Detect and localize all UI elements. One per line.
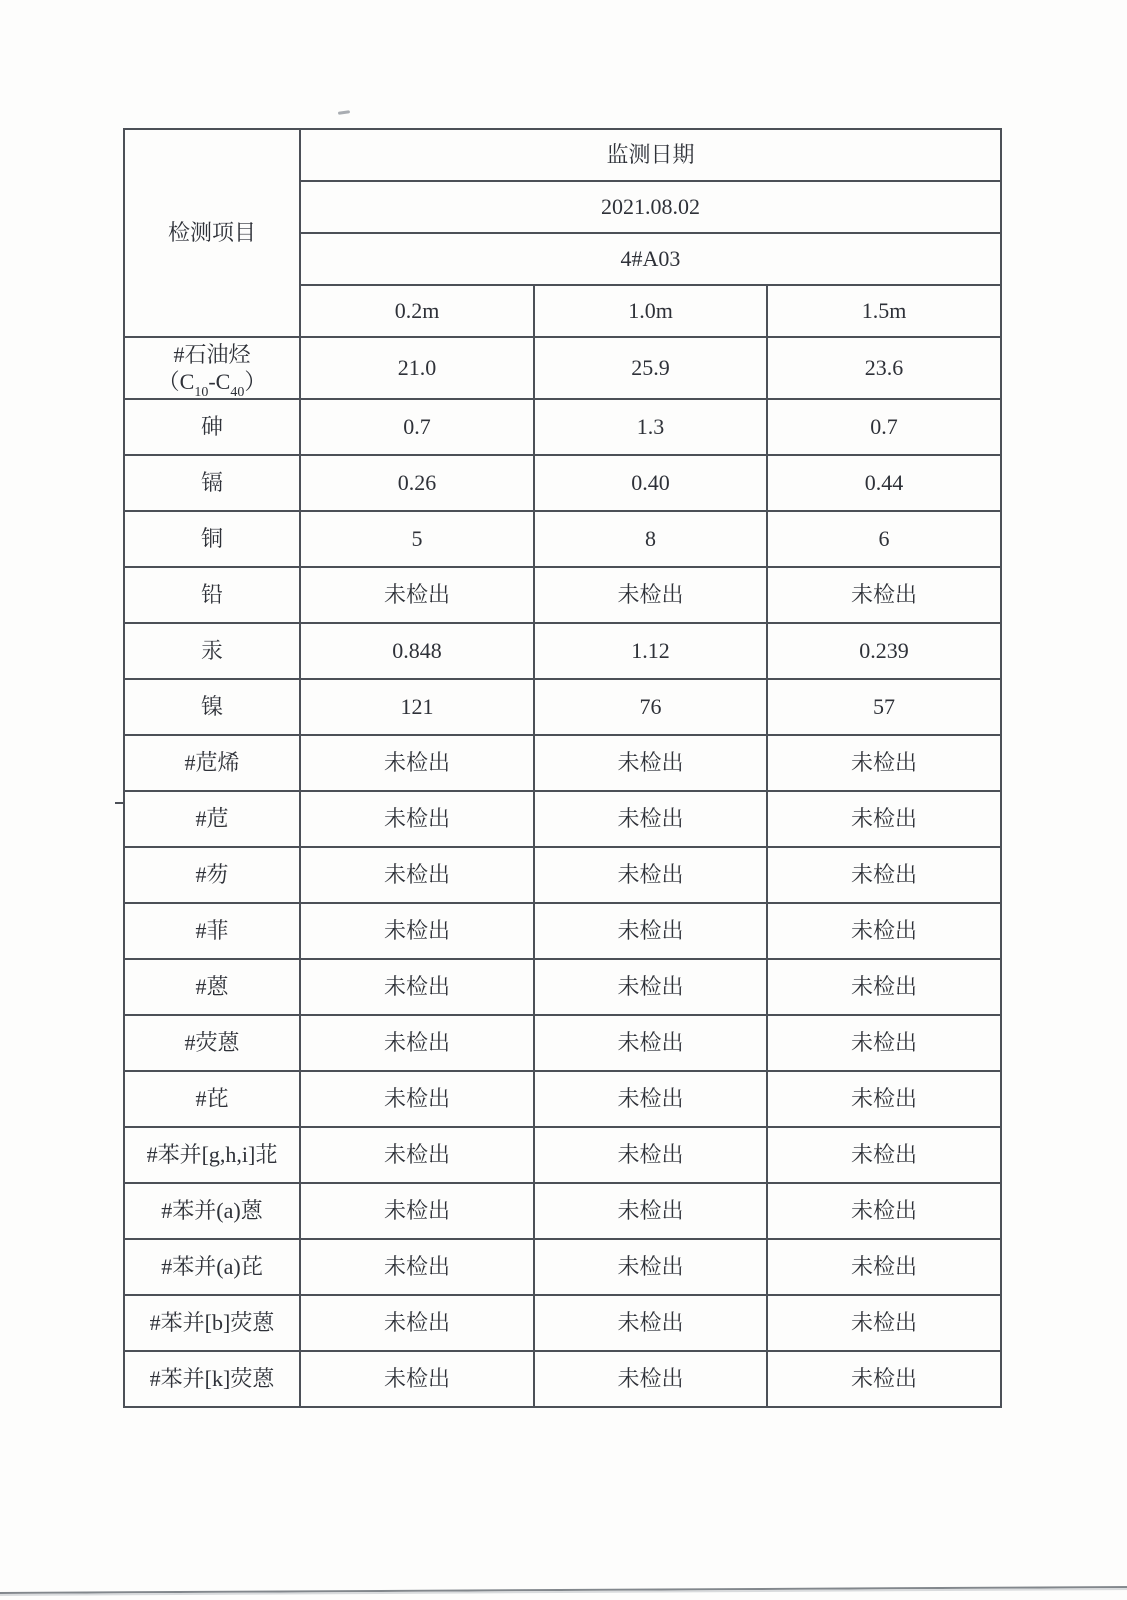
result-value-cell: 未检出 — [767, 1127, 1001, 1183]
result-value-cell: 76 — [534, 679, 767, 735]
result-value-cell: 未检出 — [767, 1015, 1001, 1071]
table-row — [124, 567, 1001, 623]
item-name-cell: 砷 — [124, 399, 300, 455]
result-value-cell: 0.44 — [767, 455, 1001, 511]
result-value-cell: 未检出 — [300, 1183, 534, 1239]
scan-page-edge-line — [0, 1586, 1127, 1594]
result-value-cell: 未检出 — [534, 1295, 767, 1351]
result-value-cell: 未检出 — [767, 1351, 1001, 1407]
item-name-cell: #菲 — [124, 903, 300, 959]
result-value-cell: 1.12 — [534, 623, 767, 679]
table-row — [124, 735, 1001, 791]
table-row — [124, 903, 1001, 959]
result-value-cell: 未检出 — [767, 735, 1001, 791]
table-row — [124, 1127, 1001, 1183]
table-row — [124, 399, 1001, 455]
item-name-cell: 镉 — [124, 455, 300, 511]
result-value-cell: 121 — [300, 679, 534, 735]
result-value-cell: 未检出 — [534, 1015, 767, 1071]
result-value-cell: 未检出 — [767, 791, 1001, 847]
test-items-corner-cell: 检测项目 — [124, 129, 300, 337]
result-value-cell: 0.26 — [300, 455, 534, 511]
depth-column-header: 1.5m — [767, 285, 1001, 337]
result-value-cell: 5 — [300, 511, 534, 567]
result-value-cell: 未检出 — [534, 1071, 767, 1127]
table-row — [124, 847, 1001, 903]
item-name-cell: #苊烯 — [124, 735, 300, 791]
result-value-cell: 0.40 — [534, 455, 767, 511]
result-value-cell: 未检出 — [300, 567, 534, 623]
result-value-cell: 未检出 — [300, 1127, 534, 1183]
table-row — [124, 1295, 1001, 1351]
table-row — [124, 511, 1001, 567]
item-name-cell: 汞 — [124, 623, 300, 679]
item-name-cell: #苯并(a)芘 — [124, 1239, 300, 1295]
table-row — [124, 1351, 1001, 1407]
result-value-cell: 未检出 — [300, 1015, 534, 1071]
item-name-cell: #苯并[k]荧蒽 — [124, 1351, 300, 1407]
result-value-cell: 8 — [534, 511, 767, 567]
table-row — [124, 455, 1001, 511]
result-value-cell: 0.7 — [300, 399, 534, 455]
result-value-cell: 未检出 — [767, 1239, 1001, 1295]
result-value-cell: 未检出 — [767, 567, 1001, 623]
table-body — [124, 337, 1001, 1407]
table-row — [124, 1239, 1001, 1295]
scan-page-edge-shadow — [0, 1588, 1127, 1596]
item-name-cell: #苯并[g,h,i]苝 — [124, 1127, 300, 1183]
item-name-cell: 铜 — [124, 511, 300, 567]
result-value-cell: 未检出 — [300, 1295, 534, 1351]
result-value-cell: 未检出 — [767, 1071, 1001, 1127]
result-value-cell: 未检出 — [300, 903, 534, 959]
item-name-cell: #苊 — [124, 791, 300, 847]
scan-smudge — [338, 110, 350, 115]
result-value-cell: 未检出 — [300, 791, 534, 847]
result-value-cell: 1.3 — [534, 399, 767, 455]
table-row — [124, 791, 1001, 847]
data-table — [123, 128, 1002, 1408]
result-value-cell: 未检出 — [534, 567, 767, 623]
monitoring-results-table — [123, 128, 1002, 1408]
result-value-cell: 未检出 — [300, 1239, 534, 1295]
table-row — [124, 1015, 1001, 1071]
result-value-cell: 未检出 — [767, 1183, 1001, 1239]
table-row — [124, 1183, 1001, 1239]
result-value-cell: 21.0 — [300, 337, 534, 399]
monitoring-date-label-cell: 监测日期 — [300, 129, 1001, 181]
item-name-cell: #蒽 — [124, 959, 300, 1015]
header-row-date — [124, 129, 1001, 181]
result-value-cell: 25.9 — [534, 337, 767, 399]
table-row — [124, 959, 1001, 1015]
result-value-cell: 未检出 — [534, 847, 767, 903]
result-value-cell: 未检出 — [534, 959, 767, 1015]
result-value-cell: 0.848 — [300, 623, 534, 679]
result-value-cell: 57 — [767, 679, 1001, 735]
item-name-cell: #石油烃 $(C_{10}-C_{40})$ — [124, 337, 300, 399]
monitoring-date-value-cell: 2021.08.02 — [300, 181, 1001, 233]
table-row — [124, 1071, 1001, 1127]
result-value-cell: 未检出 — [300, 1071, 534, 1127]
depth-column-header: 0.2m — [300, 285, 534, 337]
result-value-cell: 未检出 — [300, 735, 534, 791]
result-value-cell: 未检出 — [534, 903, 767, 959]
item-name-cell: #荧蒽 — [124, 1015, 300, 1071]
result-value-cell: 未检出 — [767, 1295, 1001, 1351]
result-value-cell: 0.7 — [767, 399, 1001, 455]
result-value-cell: 未检出 — [534, 1351, 767, 1407]
result-value-cell: 未检出 — [534, 735, 767, 791]
result-value-cell: 23.6 — [767, 337, 1001, 399]
result-value-cell: 0.239 — [767, 623, 1001, 679]
result-value-cell: 未检出 — [534, 1239, 767, 1295]
item-name-cell: 铅 — [124, 567, 300, 623]
result-value-cell: 未检出 — [767, 959, 1001, 1015]
result-value-cell: 未检出 — [767, 847, 1001, 903]
table-row — [124, 679, 1001, 735]
item-name-cell: #苯并[b]荧蒽 — [124, 1295, 300, 1351]
sample-point-cell: 4#A03 — [300, 233, 1001, 285]
result-value-cell: 未检出 — [300, 1351, 534, 1407]
result-value-cell: 未检出 — [300, 847, 534, 903]
table-row — [124, 623, 1001, 679]
table-row — [124, 337, 1001, 399]
result-value-cell: 未检出 — [300, 959, 534, 1015]
item-name-cell: 镍 — [124, 679, 300, 735]
item-name-cell: #芘 — [124, 1071, 300, 1127]
result-value-cell: 未检出 — [534, 1127, 767, 1183]
result-value-cell: 未检出 — [767, 903, 1001, 959]
result-value-cell: 6 — [767, 511, 1001, 567]
result-value-cell: 未检出 — [534, 791, 767, 847]
result-value-cell: 未检出 — [534, 1183, 767, 1239]
item-name-cell: #芴 — [124, 847, 300, 903]
item-name-cell: #苯并(a)蒽 — [124, 1183, 300, 1239]
depth-column-header: 1.0m — [534, 285, 767, 337]
